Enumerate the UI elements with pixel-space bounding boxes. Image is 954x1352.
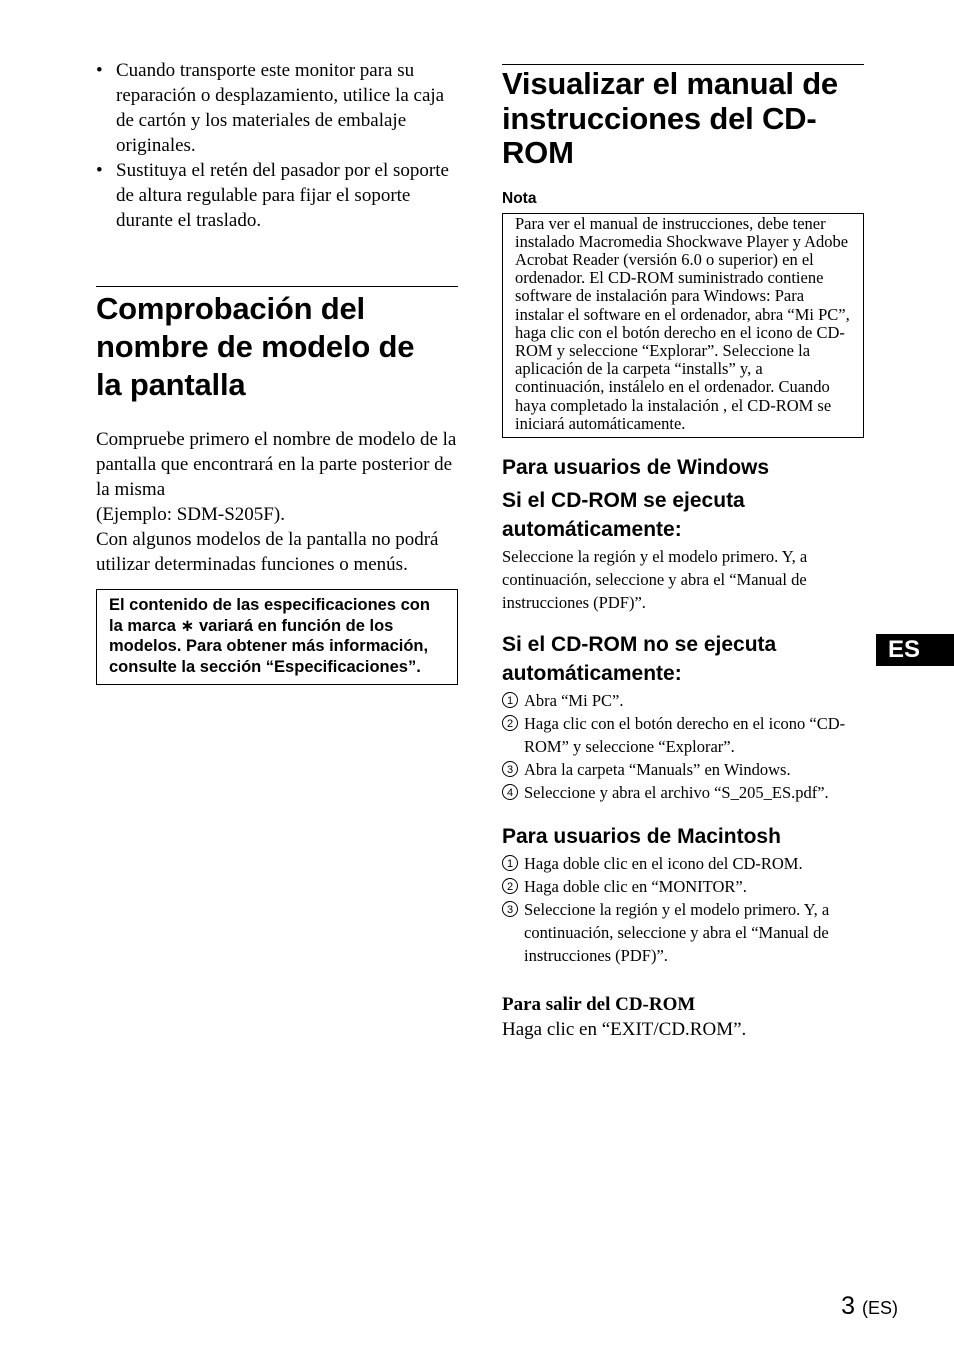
step-text: Abra “Mi PC”. [524, 690, 624, 710]
nota-text: Para ver el manual de instrucciones, debe tener instalado Macromedia Shockwave Player y Adobe Acrobat Reader (versión 6.0 o superior) en el ordenador. El CD-ROM suministrado contiene software de instalación para Windows: Para instalar el software en el ordenador, abra “Mi PC”, haga clic con el botón derecho en el icono de CD-ROM y seleccione “Explorar”. Seleccione la aplicación de la carpeta “installs” y, a continuación, instálelo en el ordenador. Cuando haya completado la instalación , el CD-ROM se iniciará automáticamente. [515, 213, 850, 433]
step-text: Abra la carpeta “Manuals” en Windows. [524, 759, 791, 779]
step-item [502, 875, 864, 898]
step-item [502, 712, 864, 758]
page-number [841, 1290, 898, 1324]
nota-label: Nota [502, 189, 537, 207]
no-autorun-steps [502, 689, 864, 804]
bullet-text: Sustituya el retén del pasador por el soporte de altura regulable para fijar el soporte durante el traslado. [116, 160, 449, 231]
autorun-instructions: Seleccione la región y el modelo primero. Y, a continuación, seleccione y abra el “Manual de instrucciones (PDF)”. [502, 546, 808, 612]
heading-line: la pantalla [96, 367, 246, 402]
step-number-circle: 1 [502, 855, 518, 871]
exit-cdrom-title: Para salir del CD-ROM [502, 993, 696, 1015]
page-number-value: 3 [841, 1292, 856, 1320]
specifications-note-box [96, 589, 458, 685]
step-number-circle: 2 [502, 715, 518, 731]
step-item [502, 781, 864, 804]
heading-line: Comprobación del [96, 291, 365, 326]
step-item [502, 852, 864, 875]
model-check-heading [96, 290, 458, 404]
step-text: Haga clic con el botón derecho en el icono “CD-ROM” y seleccione “Explorar”. [524, 713, 846, 756]
bullet-dot: • [96, 60, 103, 81]
step-text: Seleccione la región y el modelo primero. Y, a continuación, seleccione y abra el “Manual de instrucciones (PDF)”. [524, 899, 830, 965]
paragraph-line: (Ejemplo: SDM-S205F). [96, 504, 285, 525]
macintosh-users-heading: Para usuarios de Macintosh [502, 824, 781, 848]
windows-users-heading: Para usuarios de Windows [502, 455, 770, 479]
bullet-item-transport-box [96, 58, 458, 158]
language-tab-es: ES [876, 634, 954, 666]
transport-bullet-list [96, 58, 458, 233]
step-text: Haga doble clic en el icono del CD-ROM. [524, 853, 803, 873]
section-divider [502, 64, 864, 65]
left-column [96, 58, 458, 685]
heading-line: instrucciones del CD- [502, 100, 817, 136]
step-number-circle: 3 [502, 901, 518, 917]
step-text: Haga doble clic en “MONITOR”. [524, 876, 747, 896]
step-number-circle: 1 [502, 692, 518, 708]
step-number-circle: 3 [502, 761, 518, 777]
autorun-heading: Si el CD-ROM se ejecuta automáticamente: [502, 488, 745, 541]
paragraph-line: Con algunos modelos de la pantalla no podrá utilizar determinadas funciones o menús. [96, 529, 439, 575]
bullet-text: Cuando transporte este monitor para su reparación o desplazamiento, utilice la caja de cartón y los materiales de embalaje originales. [116, 60, 445, 156]
step-item [502, 898, 864, 967]
view-manual-heading [502, 67, 864, 171]
step-item [502, 758, 864, 781]
no-autorun-heading: Si el CD-ROM no se ejecuta automáticamente: [502, 632, 777, 685]
macintosh-steps [502, 852, 864, 967]
step-number-circle: 2 [502, 878, 518, 894]
nota-box [502, 213, 864, 438]
bullet-dot: • [96, 160, 103, 181]
model-check-paragraph [96, 427, 458, 577]
page-number-suffix: (ES) [862, 1298, 898, 1318]
specifications-note-text: El contenido de las especificaciones con la marca ∗ variará en función de los modelos. Para obtener más información, consulte la sección “Especificaciones”. [109, 596, 430, 676]
bullet-item-height-stand [96, 158, 458, 233]
right-column [502, 64, 864, 1042]
heading-line: Visualizar el manual de [502, 66, 838, 101]
paragraph-line: Compruebe primero el nombre de modelo de la pantalla que encontrará en la parte posterior de la misma [96, 429, 457, 500]
heading-line: nombre de modelo de [96, 329, 415, 364]
step-number-circle: 4 [502, 784, 518, 800]
step-item [502, 689, 864, 712]
exit-cdrom-text: Haga clic en “EXIT/CD.ROM”. [502, 1018, 747, 1040]
section-divider [96, 286, 458, 287]
step-text: Seleccione y abra el archivo “S_205_ES.pdf”. [524, 782, 829, 802]
heading-line: ROM [502, 135, 574, 170]
